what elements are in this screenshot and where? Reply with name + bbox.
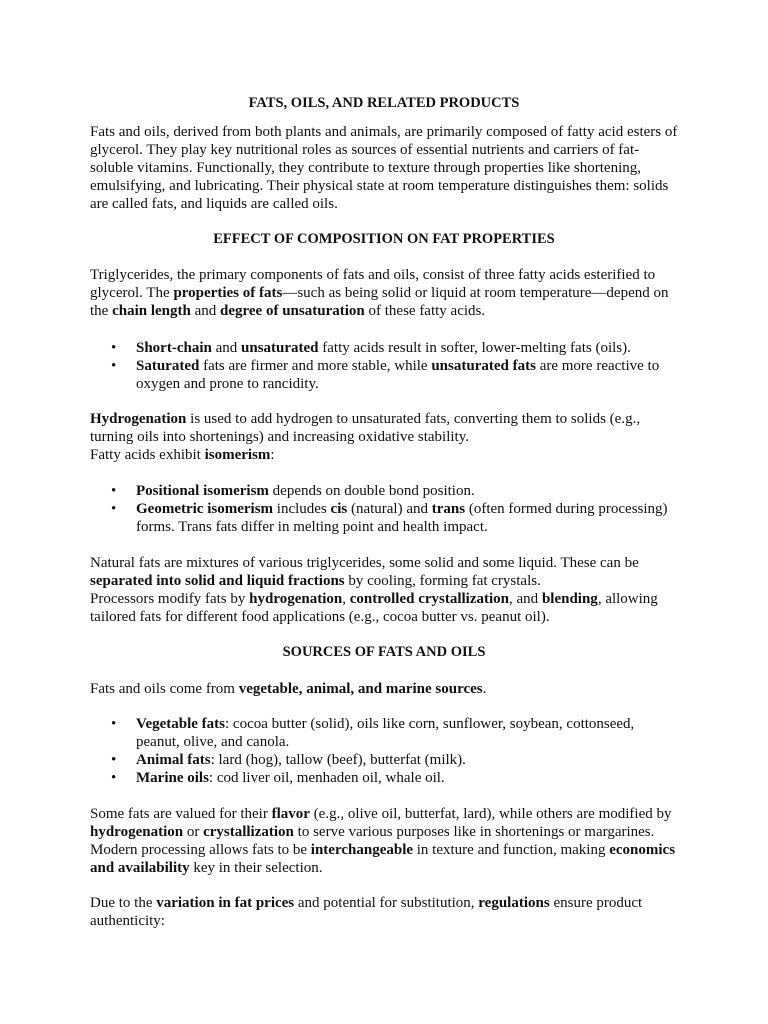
intro-paragraph: Fats and oils, derived from both plants and animals, are primarily composed of fatty acid esters of glycerol. They play key nutritional roles as sources of essential nutrients and carriers of fat-soluble vitamins. Functionally, they contribute to texture through properties like shortening, emulsifying, and lubricating. Their physical state at room temperature distinguishes them: solids are called fats, and liquids are called oils.: [90, 124, 678, 212]
isomerism-list: [90, 482, 680, 536]
fatty-acid-properties-list: [90, 339, 680, 393]
list-item: • Vegetable fats: cocoa butter (solid), oils like corn, sunflower, soybean, cottonseed, peanut, olive, and canola.: [90, 715, 680, 751]
section-heading-composition: EFFECT OF COMPOSITION ON FAT PROPERTIES: [213, 231, 555, 247]
list-item: • Animal fats: lard (hog), tallow (beef), butterfat (milk).: [90, 751, 680, 769]
document-title: FATS, OILS, AND RELATED PRODUCTS: [248, 95, 520, 111]
sources-intro-paragraph: Fats and oils come from vegetable, animal, and marine sources.: [90, 681, 487, 697]
flavor-paragraph: Some fats are valued for their flavor (e.g., olive oil, butterfat, lard), while others are modified by hydrogenation or crystallization to serve various purposes like in shortenings or margarines. Modern processing allows fats to be interchangeable in texture and function, making economics and availability key in their selection.: [90, 806, 676, 876]
regulations-paragraph: Due to the variation in fat prices and potential for substitution, regulations ensure product authenticity:: [90, 895, 643, 929]
list-item: • Marine oils: cod liver oil, menhaden oil, whale oil.: [90, 769, 680, 787]
list-item: • Positional isomerism depends on double bond position.: [90, 482, 680, 500]
list-item: • Short-chain and unsaturated fatty acids result in softer, lower-melting fats (oils).: [90, 339, 680, 357]
list-item: • Saturated fats are firmer and more stable, while unsaturated fats are more reactive to oxygen and prone to rancidity.: [90, 357, 680, 393]
hydrogenation-paragraph: Hydrogenation is used to add hydrogen to unsaturated fats, converting them to solids (e.g., turning oils into shortenings) and increasing oxidative stability. Fatty acids exhibit isomerism:: [90, 411, 641, 463]
natural-fats-paragraph: Natural fats are mixtures of various triglycerides, some solid and some liquid. These can be separated into solid and liquid fractions by cooling, forming fat crystals. Processors modify fats by hydrogenation, controlled crystallization, and blending, allowing tailored fats for different food applications (e.g., cocoa butter vs. peanut oil).: [90, 555, 658, 625]
section-heading-sources: SOURCES OF FATS AND OILS: [282, 644, 486, 660]
triglycerides-paragraph: Triglycerides, the primary components of fats and oils, consist of three fatty acids esterified to glycerol. The properties of fats—such as being solid or liquid at room temperature—depend on the chain length and degree of unsaturation of these fatty acids.: [90, 267, 669, 319]
list-item: • Geometric isomerism includes cis (natural) and trans (often formed during processing) forms. Trans fats differ in melting point and health impact.: [90, 500, 680, 536]
fat-sources-list: [90, 715, 680, 787]
